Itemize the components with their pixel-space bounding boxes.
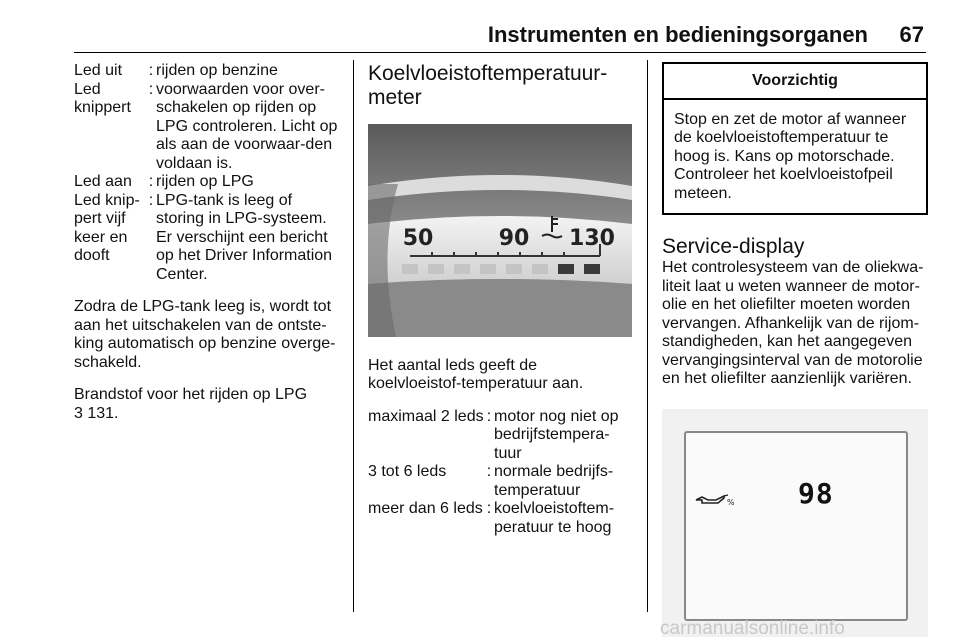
service-display-illustration <box>662 409 928 637</box>
coolant-led-key: 3 tot 6 leds <box>368 463 447 480</box>
coolant-led-row <box>368 500 634 537</box>
coolant-led-key: maximaal 2 leds <box>368 407 484 425</box>
watermark: carmanualsonline.info <box>660 618 845 639</box>
column-3 <box>662 62 928 637</box>
service-display-text: Het controlesysteem van de oliekwa-liteit laat u weten wanneer de motor-olie en het oliefilter moeten worden vervangen. Afhankelijk van de rijom-standigheden, kan het aangegeven vervangingsinterval van de motorolie en het oliefilter aanzienlijk variëren. <box>662 259 924 387</box>
led-state-key: Led knip-pert vijf keer en dooft <box>74 191 140 264</box>
coolant-led-value: normale bedrijfs-temperatuur <box>494 463 614 499</box>
led-state-key: Led knippert <box>74 80 131 116</box>
lpg-empty-paragraph: Zodra de LPG-tank leeg is, wordt tot aan het uitschakelen van de ontste-king automatisch op benzine overge-schakeld. <box>74 298 336 371</box>
column-divider-right <box>647 60 648 612</box>
coolant-led-value: motor nog niet op bedrijfstempera-tuur <box>494 407 619 462</box>
led-state-row <box>74 62 340 81</box>
led-state-row <box>74 192 340 285</box>
coolant-led-row <box>368 463 634 500</box>
colon: : <box>486 407 492 425</box>
gauge-label-130: 130 <box>569 226 615 251</box>
display-frame <box>684 431 908 621</box>
colon: : <box>148 173 154 190</box>
gauge-caption: Het aantal leds geeft de koelvloeistof-temperatuur aan. <box>368 356 584 392</box>
warning-body: Stop en zet de motor af wanneer de koelvloeistoftemperatuur te hoog is. Kans op motorschade. Controleer het koelvloeistofpeil meteen. <box>674 110 907 202</box>
coolant-led-key: meer dan 6 leds <box>368 500 483 517</box>
column-1 <box>74 62 340 423</box>
warning-box <box>662 62 928 215</box>
header-title: Instrumenten en bedieningsorganen <box>487 22 868 47</box>
coolant-led-row <box>368 408 634 464</box>
coolant-gauge-heading: Koelvloeistoftemperatuur-meter <box>368 62 608 109</box>
colon: : <box>148 62 154 79</box>
oil-life-value: 98 <box>798 476 834 510</box>
warning-title: Voorzichtig <box>664 64 926 100</box>
coolant-gauge-photo <box>368 124 632 337</box>
service-display-heading: Service-display <box>662 235 805 258</box>
led-state-value: rijden op benzine <box>156 62 278 79</box>
led-state-row <box>74 81 340 174</box>
colon: : <box>486 500 492 517</box>
colon: : <box>148 191 154 209</box>
column-divider-left <box>353 60 354 612</box>
gauge-label-90: 90 <box>498 226 530 251</box>
led-state-key: Led aan <box>74 173 132 190</box>
oil-can-icon <box>694 492 734 514</box>
header-rule <box>74 52 926 53</box>
led-state-key: Led uit <box>74 62 123 79</box>
led-state-value: voorwaarden voor over-schakelen op rijden op LPG controleren. Licht op als aan de voorwaar-den voldaan is. <box>156 80 338 172</box>
lpg-fuel-paragraph: Brandstof voor het rijden op LPG <box>74 386 308 403</box>
led-state-value: rijden op LPG <box>156 173 254 190</box>
colon: : <box>486 463 492 480</box>
column-2 <box>368 62 634 537</box>
colon: : <box>148 80 154 98</box>
coolant-led-value: koelvloeistoftem-peratuur te hoog <box>494 500 615 536</box>
page-reference-link[interactable]: 3 131. <box>74 404 119 422</box>
led-state-value: LPG-tank is leeg of storing in LPG-systeem. Er verschijnt een bericht op het Driver Information Center. <box>156 191 333 283</box>
led-state-row <box>74 173 340 192</box>
gauge-label-50: 50 <box>402 226 434 251</box>
page-number: 67 <box>899 22 924 47</box>
percent-sign: % <box>727 497 734 507</box>
